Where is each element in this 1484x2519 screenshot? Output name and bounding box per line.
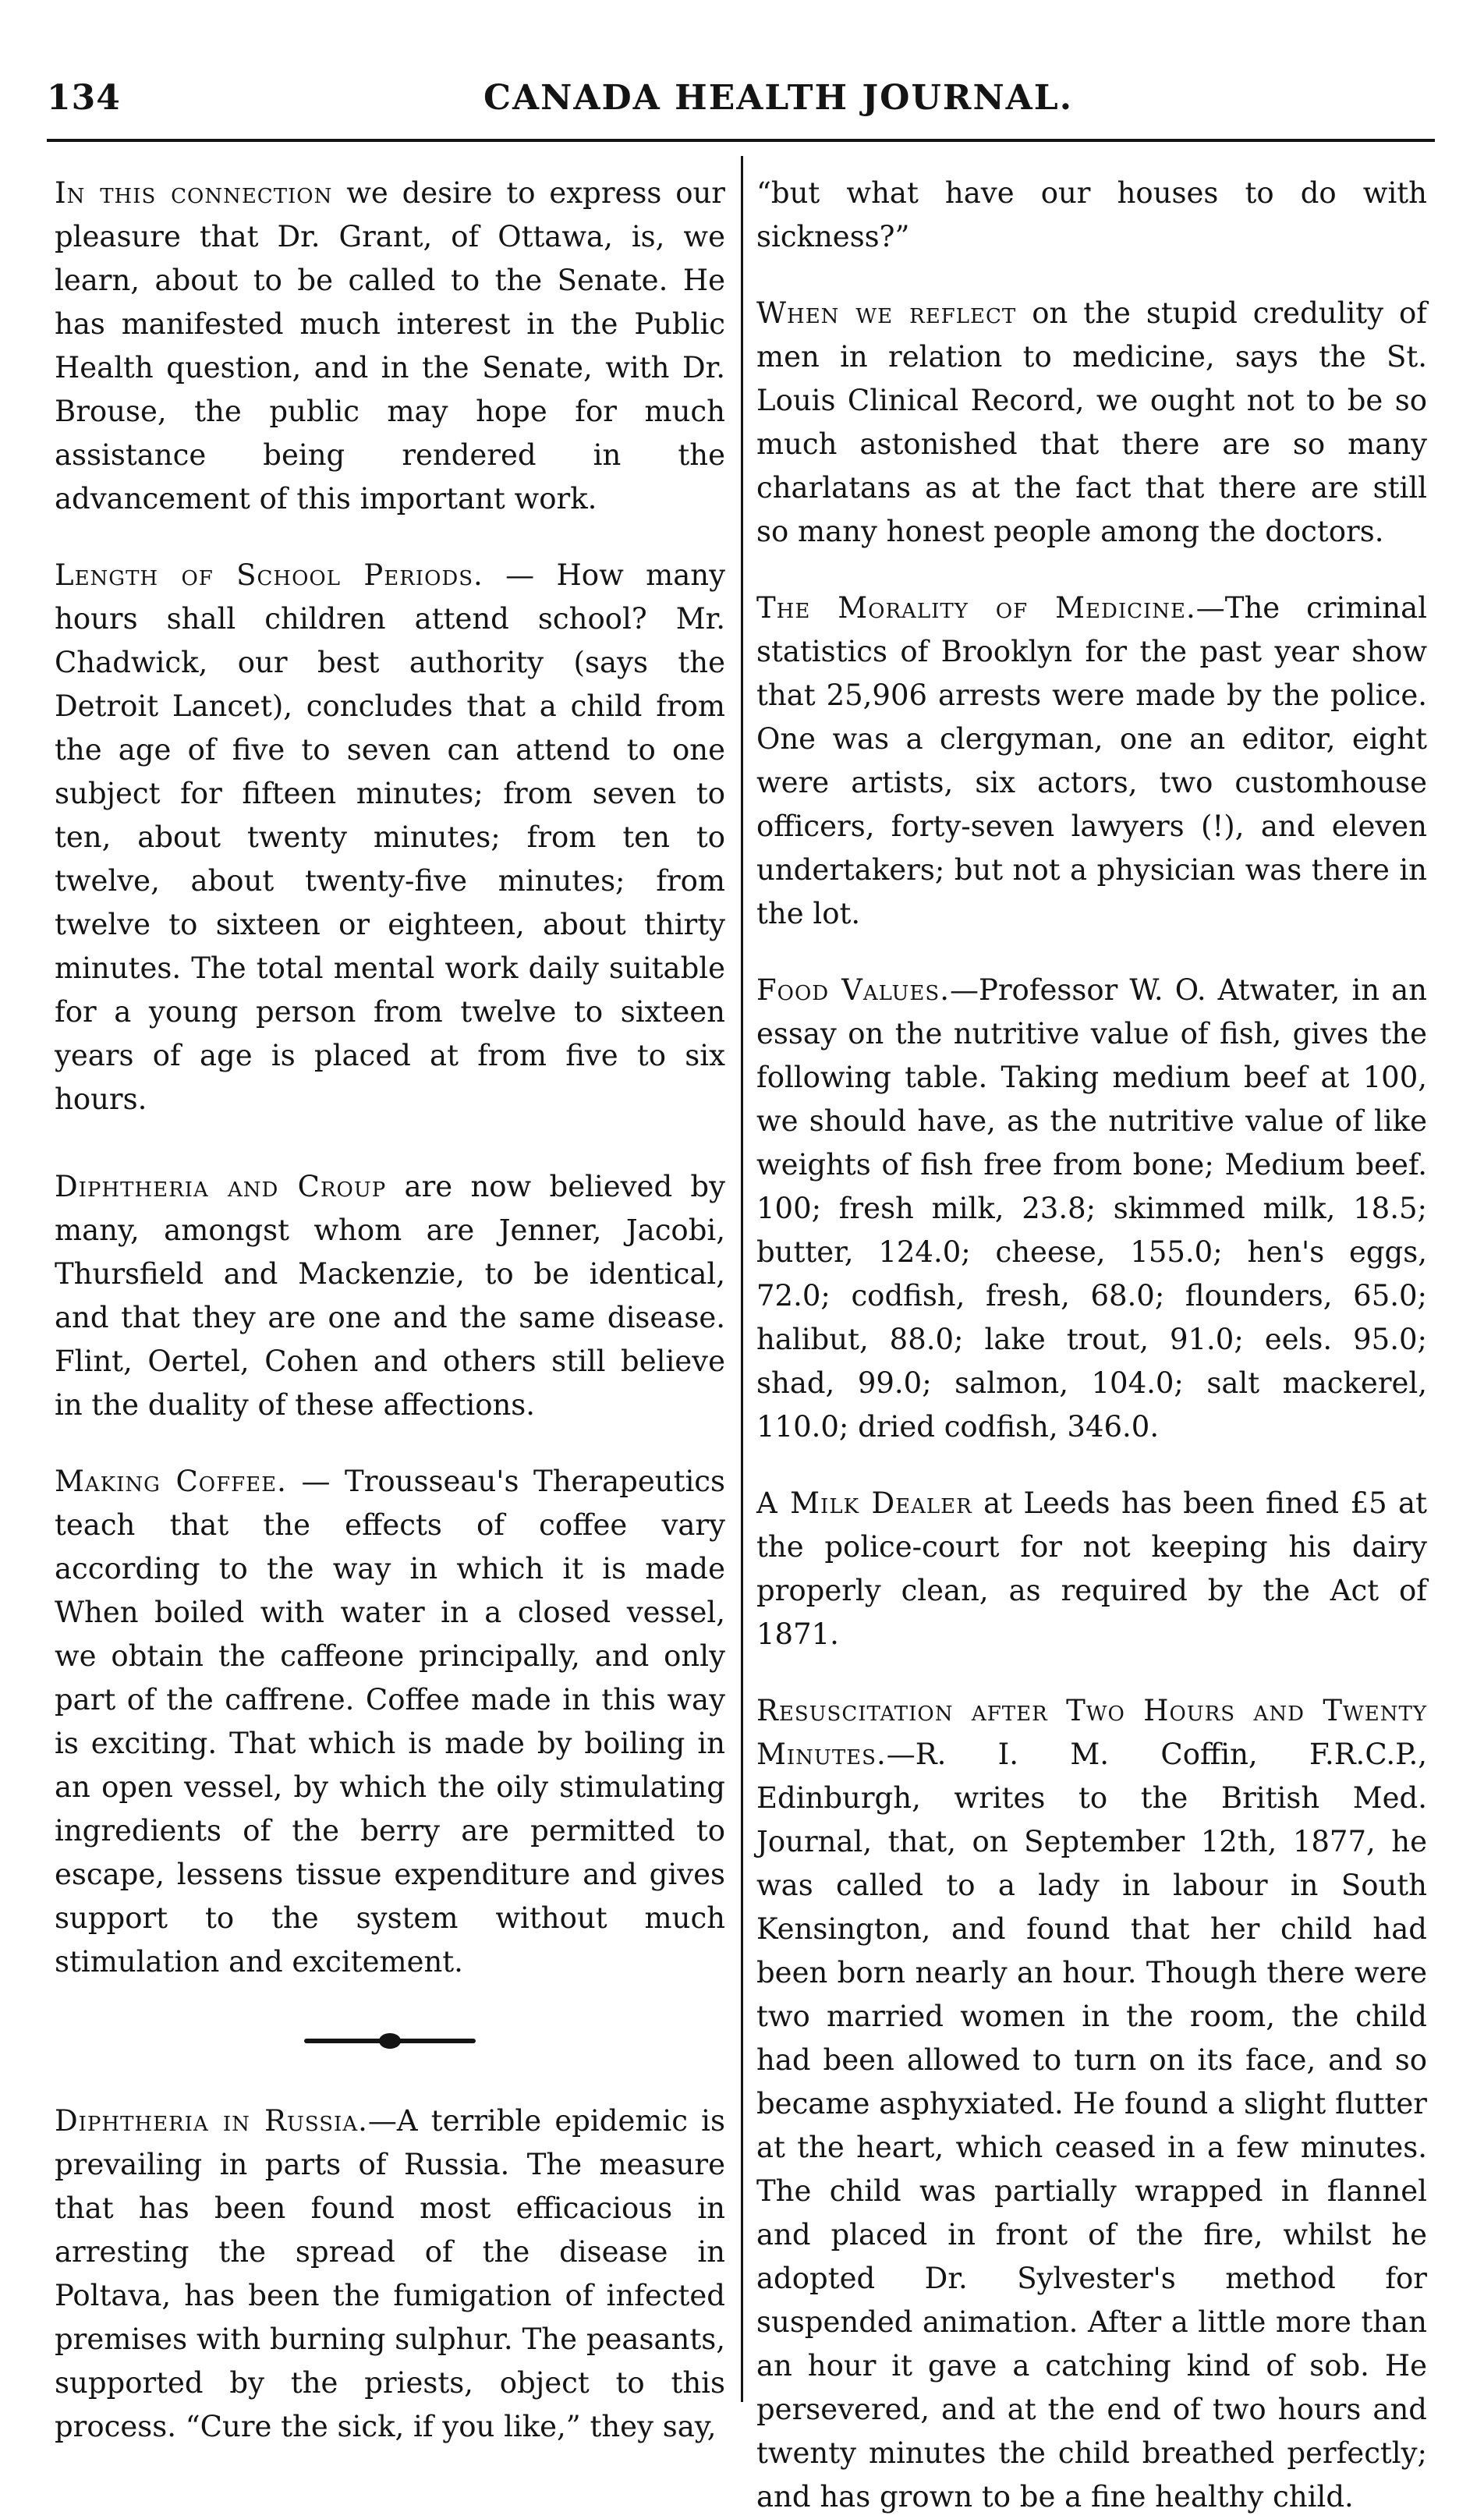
article-text: we desire to express our pleasure that Dr. Grant, of Ottawa, is, we learn, about to be called to the Senate. He has manifested much interest in the Public Health question, and in the Senate, with Dr. Brouse, the public may hope for much assistance being rendered in the advancement of this important work. <box>55 176 725 515</box>
header-rule <box>47 139 1435 142</box>
article-resuscitation <box>756 1689 1427 2519</box>
article-heading: Making Coffee. <box>55 1465 287 1498</box>
article-text: —A terrible epidemic is prevailing in parts of Russia. The measure that has been found most efficacious in arresting the spread of the disease in Poltava, has been the fumigation of infected premises with burning sulphur. The peasants, supported by the priests, object to this process. “Cure the sick, if you like,” they say, <box>55 2104 725 2443</box>
article-food-values <box>756 969 1427 1449</box>
article-text: — How many hours shall children attend school? Mr. Chadwick, our best authority (says the Detroit Lancet), concludes that a child from the age of five to seven can attend to one subject for fifteen minutes; from seven to ten, about twenty minutes; from ten to twelve, about twenty-five minutes; from twelve to sixteen or eighteen, about thirty minutes. The total mental work daily suitable for a young person from twelve to sixteen years of age is placed at from five to six hours. <box>55 558 725 1116</box>
article-heading: Diphtheria in Russia. <box>55 2104 368 2138</box>
article-diphtheria-russia <box>55 2099 725 2449</box>
section-ornament <box>304 2032 476 2050</box>
article-school-periods <box>55 554 725 1121</box>
article-diphtheria-croup <box>55 1165 725 1427</box>
right-column <box>756 172 1427 2519</box>
article-text: —The criminal statistics of Brooklyn for the past year show that 25,906 arrests were made by the police. One was a clergyman, one an editor, eight were artists, six actors, two customhouse officers, forty-seven lawyers (!), and eleven undertakers; but not a physician was there in the lot. <box>756 591 1427 930</box>
article-heading: Food Values. <box>756 973 950 1007</box>
journal-title: CANADA HEALTH JOURNAL. <box>483 78 1074 118</box>
article-heading: When we reflect <box>756 296 1017 330</box>
article-heading: A Milk Dealer <box>756 1486 972 1520</box>
article-text: “but what have our houses to do with sickness?” <box>756 176 1427 253</box>
article-text: at Leeds has been fined £5 at the police-court for not keeping his dairy properly clean, as required by the Act of 1871. <box>756 1486 1427 1651</box>
article-heading: The Morality of Medicine. <box>756 591 1196 625</box>
article-senate-appointment <box>55 172 725 521</box>
column-divider <box>741 156 743 2402</box>
article-heading: In this connection <box>55 176 333 210</box>
article-making-coffee <box>55 1460 725 1984</box>
article-text: — Trousseau's Therapeutics teach that the effects of coffee vary according to the way in which it is made When boiled with water in a closed vessel, we obtain the caffeone principally, and only part of the caffrene. Coffee made in this way is exciting. That which is made by boiling in an open vessel, by which the oily stimulating ingredients of the berry are permitted to escape, lessens tissue expenditure and gives support to the system without much stimulation and excitement. <box>55 1465 726 1979</box>
article-text: —Professor W. O. Atwater, in an essay on the nutritive value of fish, gives the following table. Taking medium beef at 100, we should have, as the nutritive value of like weights of fish free from bone; Medium beef. 100; fresh milk, 23.8; skimmed milk, 18.5; butter, 124.0; cheese, 155.0; hen's eggs, 72.0; codfish, fresh, 68.0; flounders, 65.0; halibut, 88.0; lake trout, 91.0; eels. 95.0; shad, 99.0; salmon, 104.0; salt mackerel, 110.0; dried codfish, 346.0. <box>756 973 1428 1444</box>
left-column <box>55 172 725 2449</box>
article-morality-medicine <box>756 586 1427 936</box>
article-text: on the stupid credulity of men in relation to medicine, says the St. Louis Clinical Record, we ought not to be so much astonished that there are so many charlatans as at the fact that there are still so many honest people among the doctors. <box>756 296 1427 548</box>
article-heading: Diphtheria and Croup <box>55 1170 387 1203</box>
article-continuation <box>756 172 1427 259</box>
article-heading: Length of School Periods. <box>55 558 483 592</box>
article-text: are now believed by many, amongst whom are Jenner, Jacobi, Thursfield and Mackenzie, to be identical, and that they are one and the same disease. Flint, Oertel, Cohen and others still believe in the duality of these affections. <box>55 1170 725 1422</box>
article-credulity <box>756 292 1427 554</box>
page-number: 134 <box>47 78 121 118</box>
article-heading: Resuscitation after Two Hours and Twenty Minutes. <box>756 1694 1427 1771</box>
article-text: —R. I. M. Coffin, F.R.C.P., Edinburgh, writes to the British Med. Journal, that, on September 12th, 1877, he was called to a lady in labour in South Kensington, and found that her child had been born nearly an hour. Though there were two married women in the room, the child had been allowed to turn on its face, and so became asphyxiated. He found a slight flutter at the heart, which ceased in a few minutes. The child was partially wrapped in flannel and placed in front of the fire, whilst he adopted Dr. Sylvester's method for suspended animation. After a little more than an hour it gave a catching kind of sob. He persevered, and at the end of two hours and twenty minutes the child breathed perfectly; and has grown to be a fine healthy child. <box>756 1738 1427 2514</box>
article-milk-dealer <box>756 1482 1427 1656</box>
page-header <box>47 78 1435 133</box>
